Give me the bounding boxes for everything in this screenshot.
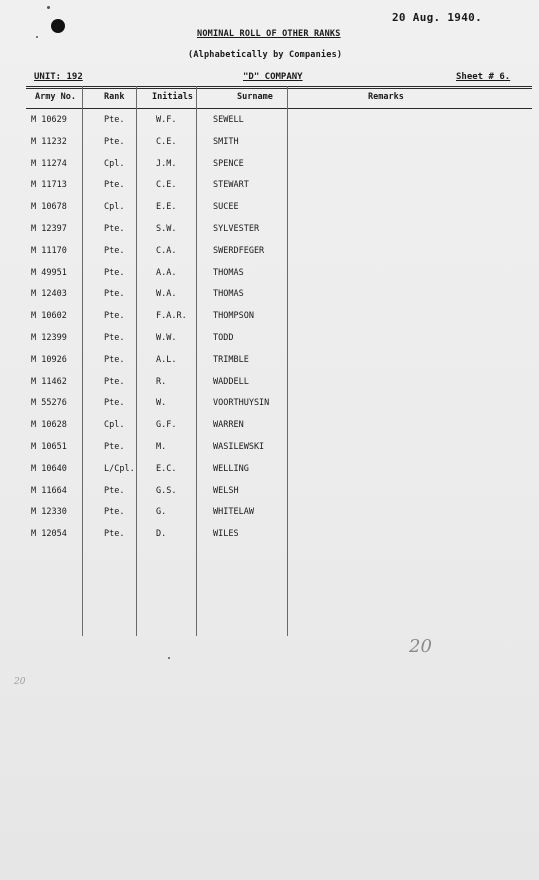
initials-cell: E.C. — [156, 464, 177, 474]
rank-cell: Pte. — [104, 268, 125, 278]
initials-cell: C.E. — [156, 180, 177, 190]
surname-cell: THOMAS — [213, 268, 244, 278]
rank-cell: Pte. — [104, 398, 125, 408]
sheet-number: Sheet # 6. — [456, 72, 511, 82]
surname-cell: STEWART — [213, 180, 249, 190]
army-number-cell: M 12397 — [31, 224, 67, 234]
army-number-cell: M 12399 — [31, 333, 67, 343]
document-subtitle: (Alphabetically by Companies) — [188, 50, 343, 60]
rank-cell: Cpl. — [104, 202, 125, 212]
initials-cell: G. — [156, 507, 167, 517]
column-header-army-no: Army No. — [35, 92, 76, 102]
rank-cell: Pte. — [104, 289, 125, 299]
rank-cell: Pte. — [104, 224, 125, 234]
initials-cell: W.A. — [156, 289, 177, 299]
initials-cell: C.A. — [156, 246, 177, 256]
initials-cell: C.E. — [156, 137, 177, 147]
army-number-cell: M 10926 — [31, 355, 67, 365]
initials-cell: J.M. — [156, 159, 177, 169]
army-number-cell: M 12330 — [31, 507, 67, 517]
surname-cell: SMITH — [213, 137, 239, 147]
army-number-cell: M 12403 — [31, 289, 67, 299]
speck — [47, 6, 50, 9]
rank-cell: Pte. — [104, 333, 125, 343]
army-number-cell: M 10602 — [31, 311, 67, 321]
rank-cell: Pte. — [104, 507, 125, 517]
army-number-cell: M 10629 — [31, 115, 67, 125]
initials-cell: A.A. — [156, 268, 177, 278]
document-date: 20 Aug. 1940. — [392, 11, 482, 24]
army-number-cell: M 11664 — [31, 486, 67, 496]
surname-cell: SWERDFEGER — [213, 246, 265, 256]
faint-pencil-mark: 20 — [14, 677, 26, 687]
surname-cell: SYLVESTER — [213, 224, 260, 234]
army-number-cell: M 10628 — [31, 420, 67, 430]
speck — [36, 36, 38, 38]
surname-cell: VOORTHUYSIN — [213, 398, 270, 408]
rank-cell: L/Cpl. — [104, 464, 135, 474]
surname-cell: SEWELL — [213, 115, 244, 125]
rank-cell: Pte. — [104, 246, 125, 256]
surname-cell: WARREN — [213, 420, 244, 430]
army-number-cell: M 11232 — [31, 137, 67, 147]
surname-cell: WADDELL — [213, 377, 249, 387]
initials-cell: G.F. — [156, 420, 177, 430]
surname-cell: THOMAS — [213, 289, 244, 299]
rank-cell: Cpl. — [104, 420, 125, 430]
initials-cell: M. — [156, 442, 167, 452]
table-top-rule-double — [26, 88, 532, 89]
punch-hole — [51, 19, 65, 33]
initials-cell: E.E. — [156, 202, 177, 212]
column-divider — [196, 86, 197, 636]
rank-cell: Pte. — [104, 529, 125, 539]
initials-cell: R. — [156, 377, 167, 387]
surname-cell: WHITELAW — [213, 507, 254, 517]
initials-cell: D. — [156, 529, 167, 539]
army-number-cell: M 49951 — [31, 268, 67, 278]
column-divider — [287, 86, 288, 636]
surname-cell: WASILEWSKI — [213, 442, 265, 452]
initials-cell: S.W. — [156, 224, 177, 234]
column-divider — [82, 86, 83, 636]
column-header-initials: Initials — [152, 92, 193, 102]
handwritten-mark: 20 — [409, 636, 432, 657]
column-header-remarks: Remarks — [368, 92, 404, 102]
surname-cell: WILES — [213, 529, 239, 539]
column-header-rank: Rank — [104, 92, 125, 102]
column-header-surname: Surname — [237, 92, 273, 102]
army-number-cell: M 12054 — [31, 529, 67, 539]
rank-cell: Pte. — [104, 311, 125, 321]
rank-cell: Pte. — [104, 137, 125, 147]
rank-cell: Cpl. — [104, 159, 125, 169]
initials-cell: W.W. — [156, 333, 177, 343]
header-rule — [26, 108, 532, 109]
unit-label: UNIT: 192 — [34, 72, 83, 82]
initials-cell: W.F. — [156, 115, 177, 125]
surname-cell: TODD — [213, 333, 234, 343]
initials-cell: G.S. — [156, 486, 177, 496]
rank-cell: Pte. — [104, 355, 125, 365]
surname-cell: SPENCE — [213, 159, 244, 169]
army-number-cell: M 10651 — [31, 442, 67, 452]
army-number-cell: M 11274 — [31, 159, 67, 169]
rank-cell: Pte. — [104, 115, 125, 125]
table-top-rule — [26, 86, 532, 87]
document-title: NOMINAL ROLL OF OTHER RANKS — [197, 29, 341, 39]
army-number-cell: M 55276 — [31, 398, 67, 408]
column-divider — [136, 86, 137, 636]
rank-cell: Pte. — [104, 377, 125, 387]
initials-cell: A.L. — [156, 355, 177, 365]
surname-cell: THOMPSON — [213, 311, 254, 321]
rank-cell: Pte. — [104, 486, 125, 496]
company-label: "D" COMPANY — [243, 72, 303, 82]
surname-cell: WELLING — [213, 464, 249, 474]
initials-cell: W. — [156, 398, 167, 408]
army-number-cell: M 10640 — [31, 464, 67, 474]
army-number-cell: M 10678 — [31, 202, 67, 212]
rank-cell: Pte. — [104, 442, 125, 452]
rank-cell: Pte. — [104, 180, 125, 190]
army-number-cell: M 11462 — [31, 377, 67, 387]
surname-cell: TRIMBLE — [213, 355, 249, 365]
army-number-cell: M 11713 — [31, 180, 67, 190]
speck — [168, 657, 170, 659]
army-number-cell: M 11170 — [31, 246, 67, 256]
surname-cell: WELSH — [213, 486, 239, 496]
initials-cell: F.A.R. — [156, 311, 187, 321]
surname-cell: SUCEE — [213, 202, 239, 212]
